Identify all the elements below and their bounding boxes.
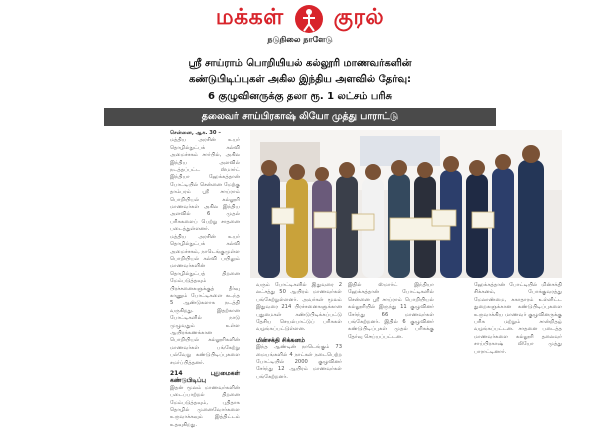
article-paragraph: மத்திய அரசின் உயர் தொழில்நுட்பக் கல்வி அமைச்சகம் சார்பில், அகில இந்திய அளவில் நடத்தப்பட்ட ஸ்மார்ட் இந்தியா ஹேக்கத்தான் போட்டியில் சென்னை மேற்கு தாம்பரம் ஸ்ரீ சாய்ராம் பொறியியல் கல்லூரி மாணவர்கள் அகில இந்திய அளவில் 6 முதல் பரிசுகளைப் பெற்று சாதனை படைத்துள்ளனர். (170, 137, 240, 233)
headline-line-2: கண்டுபிடிப்புகள் அகில இந்திய அளவில் தேர்வு: (188, 74, 412, 85)
article-paragraph: இந்த ஆண்டின் நாடெங்கும் 73 மையங்களில் 4 நாட்கள் நடைபெற்ற போட்டியில் 2000 குழுவினர் சேர்ந்து 12 ஆயிரம் மாணவர்கள் பங்கேற்றனர். (256, 344, 342, 380)
headline-line-1: ஸ்ரீ சாய்ராம் பொறியியல் கல்லூரி மாணவர்களின் (188, 58, 412, 69)
newspaper-logo (150, 2, 450, 36)
news-photo (250, 130, 562, 278)
logo-word-right: குரல் (333, 5, 385, 30)
dateline: சென்னை, ஆக. 30 – (170, 130, 221, 136)
article-subhead: மின்சக்தி சிக்கனம் (256, 336, 305, 344)
article-column-middle (256, 282, 342, 400)
headline-line-3: 6 குழுவினருக்கு தலா ரூ. 1 லட்சம் பரிசு (207, 91, 393, 102)
masthead (0, 0, 600, 50)
logo-word-left: மக்கள் (215, 5, 284, 30)
subheadline-banner (104, 108, 496, 126)
article-column-left (170, 130, 240, 428)
students-group-photo (250, 130, 562, 278)
article-paragraph: ஹேக்கத்தான் போட்டியில் மின்சக்தி சிக்கனம், போக்குவரத்து மேலாண்மை, சுகாதாரம் உள்ளிட்ட துறைகளுக்கான கண்டுபிடிப்புகளை உருவாக்கிய மாணவர் குழுவினருக்கு பரிசு மற்றும் சான்றிதழ் வழங்கப்பட்டன. சாதனை படைத்த மாணவர்களை கல்லூரி தலைவர் சாய்பிரகாஷ் லியோ முத்து பாராட்டினார். (474, 282, 562, 355)
figure-emblem-icon (294, 4, 324, 34)
article-paragraph: மத்திய அரசின் உயர் தொழில்நுட்பக் கல்வி அமைச்சகம், நாடெங்குமுள்ள பொறியியல் கல்வி பயிலும் மாணவர்களின் தொழில்நுட்பத் திறனை மேம்படுத்தவும் பிரச்சனைகளுக்குத் தீர்வு காணும் போட்டிகளை கடந்த 5 ஆண்டுகளாக நடத்தி வருகிறது. இதற்கான போட்டிகளில் நாடு முழுவதும் உள்ள ஆயிரக்கணக்கான பொறியியல் கல்லூரிகளின் மாணவர்கள் பங்கேற்று பல்வேறு கண்டுபிடிப்புகளை சமர்ப்பித்தனர். (170, 233, 240, 366)
article-paragraph: இதன் மூலம் மாணவர்களின் படைப்பாற்றல் திறனை மேம்படுத்தவும், புதிதாக தொழில் முனைவோர்களை உருவாக்கவும் இத்திட்டம் உதவுகிறது. (170, 384, 240, 428)
article-column-middle-2 (348, 282, 434, 400)
article-paragraph: இதில் ஸ்மார்ட் இந்தியா ஹேக்கத்தான் போட்டிகளில் சென்னை ஸ்ரீ சாய்ராம் பொறியியல் கல்லூரியில் இருந்து 11 குழுவினர் சேர்ந்து 66 மாணவர்கள் பங்கேற்றனர். இதில் 6 குழுவினர் கண்டுபிடிப்புகள் முதல் பரிசுக்கு தேர்வு செய்யப்பட்டன. (348, 282, 434, 340)
banner-text: தலைவர் சாய்பிரகாஷ் லியோ முத்து பாராட்டு (201, 111, 399, 122)
article-paragraph: வரும் போட்டிகளில் இதுவரை 2 லட்சத்து 50 ஆயிரம் மாணவர்கள் பங்கேற்றுள்ளனர். அவர்கள் மூலம் இதுவரை 214 பிரச்சனைகளுக்கான புதுமைகள் கண்டுபிடிக்கப்பட்டு தேசிய செயல்பாட்டுப் பரிசுகள் வழங்கப்பட்டுள்ளன. (256, 282, 342, 333)
article-column-right (474, 282, 562, 400)
masthead-subtitle: நடுநிலை நாளேடு (267, 35, 333, 44)
article-subhead: 214 புதுமைகள் கண்டுபிடிப்பு (170, 370, 240, 385)
